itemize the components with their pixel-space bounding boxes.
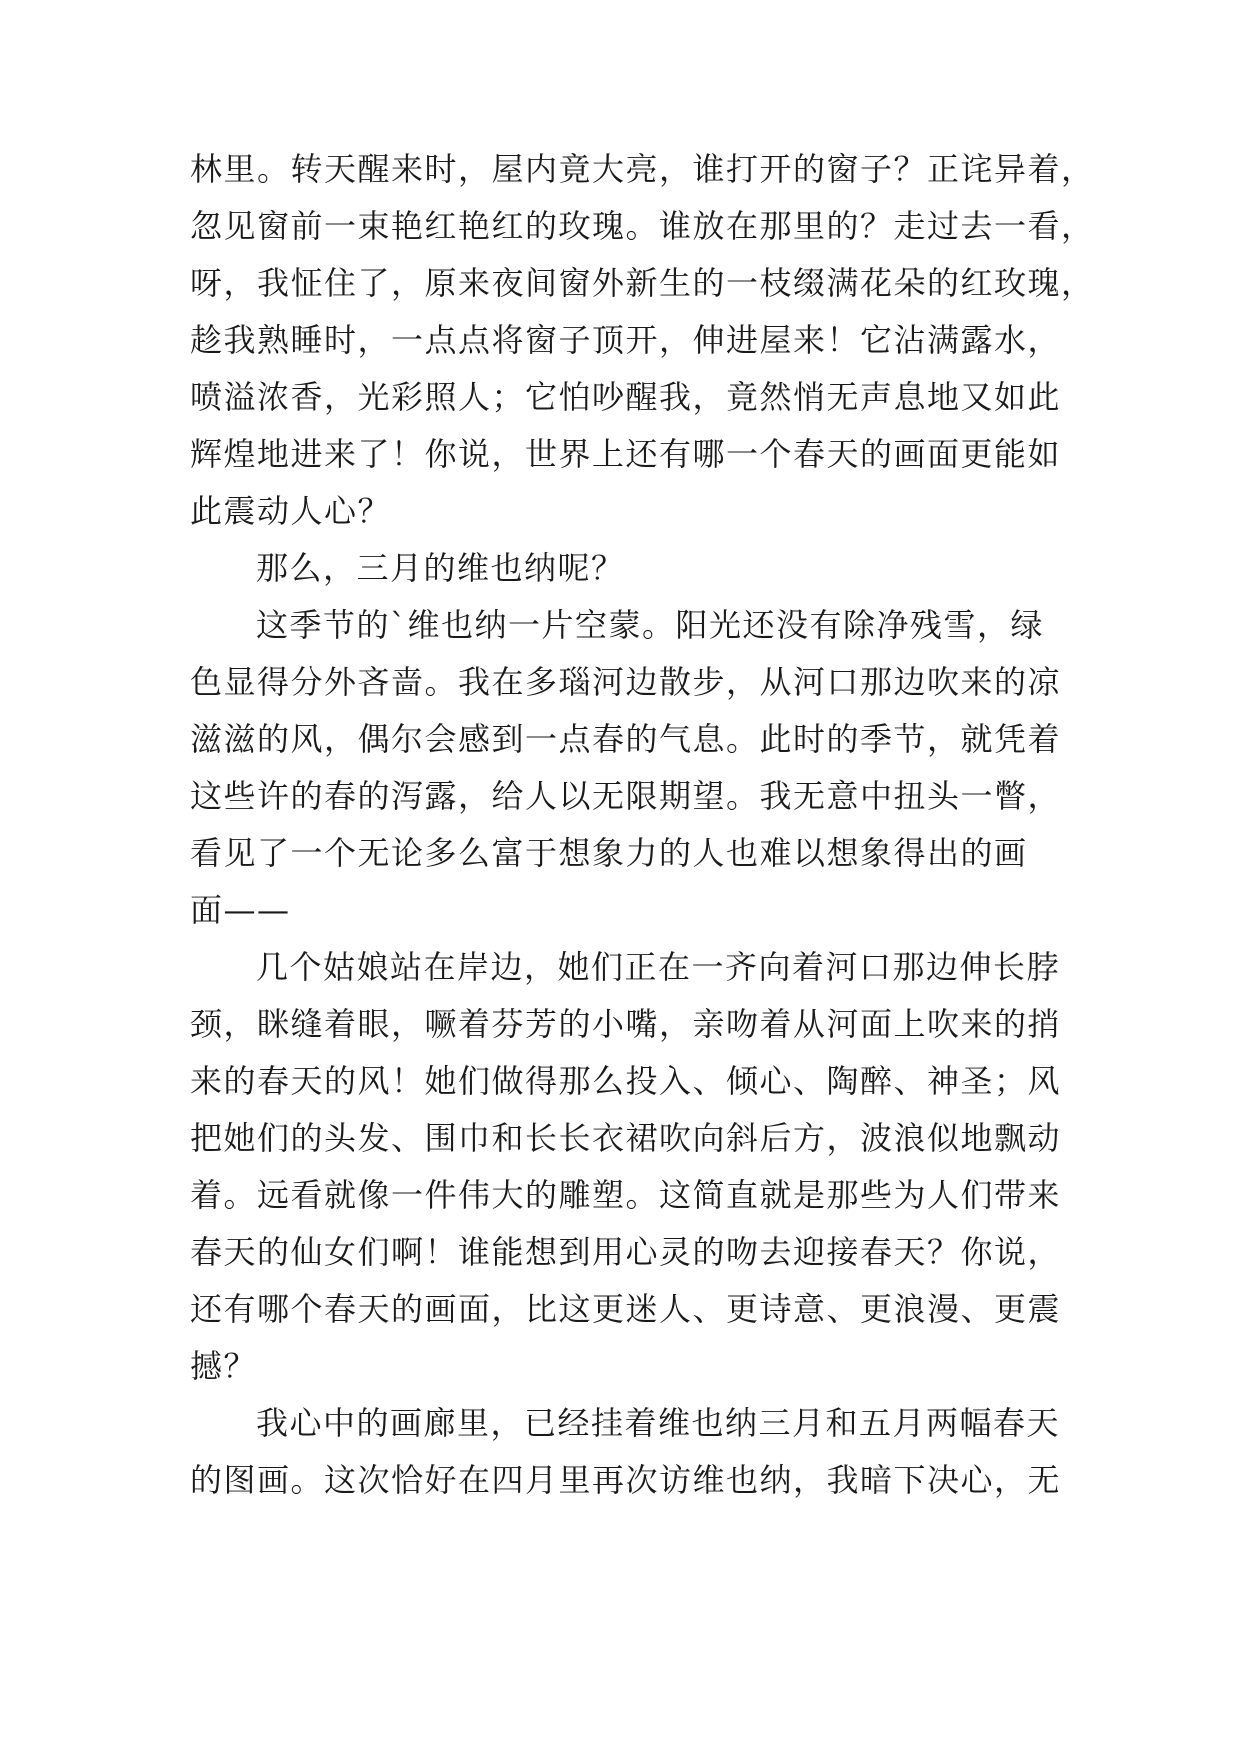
text-line: 来的春天的风！她们做得那么投入、倾心、陶醉、神圣；风 — [190, 1062, 1062, 1100]
text-line: 林里。转天醒来时，屋内竟大亮，谁打开的窗子？正诧异着， — [190, 150, 1095, 188]
paragraph-first-line: 几个姑娘站在岸边，她们正在一齐向着河口那边伸长脖 — [256, 948, 1061, 986]
text-line: 这些许的春的泻露，给人以无限期望。我无意中扭头一瞥， — [190, 777, 1062, 815]
text-line: 看见了一个无论多么富于想象力的人也难以想象得出的画 — [190, 834, 1028, 872]
text-line: 春天的仙女们啊！谁能想到用心灵的吻去迎接春天？你说， — [190, 1233, 1062, 1271]
text-line: 把她们的头发、围巾和长长衣裙吹向斜后方，波浪似地飘动 — [190, 1119, 1062, 1157]
paragraph-first-line: 那么，三月的维也纳呢？ — [256, 549, 625, 587]
text-line: 颈，眯缝着眼，噘着芬芳的小嘴，亲吻着从河面上吹来的捎 — [190, 1005, 1062, 1043]
text-line: 滋滋的风，偶尔会感到一点春的气息。此时的季节，就凭着 — [190, 720, 1062, 758]
text-line: 还有哪个春天的画面，比这更迷人、更诗意、更浪漫、更震 — [190, 1290, 1062, 1328]
text-line: 的图画。这次恰好在四月里再次访维也纳，我暗下决心，无 — [190, 1461, 1062, 1499]
text-line: 忽见窗前一束艳红艳红的玫瑰。谁放在那里的？走过去一看， — [190, 207, 1095, 245]
text-line: 喷溢浓香，光彩照人；它怕吵醒我，竟然悄无声息地又如此 — [190, 378, 1062, 416]
paragraph-first-line: 我心中的画廊里，已经挂着维也纳三月和五月两幅春天 — [256, 1404, 1061, 1442]
text-line: 趁我熟睡时，一点点将窗子顶开，伸进屋来！它沾满露水， — [190, 321, 1062, 359]
text-line: 撼？ — [190, 1347, 258, 1385]
text-line: 色显得分外吝啬。我在多瑙河边散步，从河口那边吹来的凉 — [190, 663, 1062, 701]
text-line: 呀，我怔住了，原来夜间窗外新生的一枝缀满花朵的红玫瑰， — [190, 264, 1095, 302]
text-line: 辉煌地进来了！你说，世界上还有哪一个春天的画面更能如 — [190, 435, 1062, 473]
text-line: 此震动人心？ — [190, 492, 392, 530]
text-line: 面—— — [190, 891, 291, 929]
text-line: 着。远看就像一件伟大的雕塑。这简直就是那些为人们带来 — [190, 1176, 1062, 1214]
paragraph-first-line: 这季节的`维也纳一片空蒙。阳光还没有除净残雪，绿 — [256, 606, 1045, 644]
